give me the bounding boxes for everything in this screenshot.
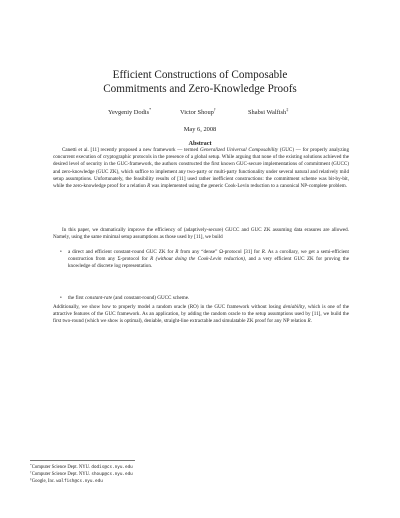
footnote-walfish: ‡Google, Inc. walfish@cs.nyu.edu — [30, 477, 103, 484]
footnote-dodis: *Computer Science Dept. NYU. dodis@cs.nyu.edu — [30, 463, 133, 470]
abstract-paragraph-1: Canetti et al. [11] recently proposed a new framework — termed Generalized Universal Composability (GUC) — for properly analyzing concurrent execution of cryptographic protocols in the presence of a global setup. While arguing that none of the existing solutions achieved the desired level of security in the GUC-framework, the authors constructed the first known GUC-secure implementations of commitment (GUCC) and zero-knowledge (GUC ZK), which suffice to implement any two-party or multi-party functionality under several natural and relatively mild setup assumptions. Unfortunately, the feasibility results of [11] used rather inefficient constructions: the commitment scheme was bit-by-bit, while the zero-knowledge proof for a relation R was implemented using the generic Cook-Levin reduction to a canonical NP-complete problem. — [53, 147, 350, 190]
paper-title-line-2: Commitments and Zero-Knowledge Proofs — [103, 83, 297, 95]
author-walfish: Shabsi Walfish‡ — [248, 107, 289, 116]
footnote-shoup: †Computer Science Dept. NYU. shoup@cs.nyu.edu — [30, 470, 133, 477]
contribution-bullet-1: • a direct and efficient constant-round GUC ZK for R from any “dense” Ω-protocol [31] for R. As a corollary, we get a semi-efficient construction from any Σ-protocol for R (without doing the Cook-Levin reduction), and a very efficient GUC ZK for proving the knowledge of discrete log representation. — [60, 249, 349, 270]
contribution-bullet-2: • the first constant-rate (and constant-round) GUCC scheme. — [60, 295, 190, 301]
author-dodis: Yevgeniy Dodis* — [108, 107, 152, 116]
paper-title-line-1: Efficient Constructions of Composable — [112, 69, 288, 81]
footnote-divider — [30, 460, 135, 461]
email-walfish: walfish@cs.nyu.edu — [56, 479, 103, 484]
email-shoup: shoup@cs.nyu.edu — [91, 472, 133, 477]
email-dodis: dodis@cs.nyu.edu — [91, 465, 133, 470]
abstract-paragraph-2: In this paper, we dramatically improve the efficiency of (adaptively-secure) GUCC and GUC ZK assuming data erasures are allowed. Namely, using the same minimal setup assumptions as those used by [11], we build — [53, 227, 349, 241]
paper-date: May 6, 2008 — [183, 126, 217, 133]
abstract-paragraph-3: Additionally, we show how to properly model a random oracle (RO) in the GUC framework without losing deniability, which is one of the attractive features of the GUC framework. As an application, by adding the random oracle to the setup assumptions used by [11], we build the first two-round (which we show is optimal), deniable, straight-line extractable and simulatable ZK proof for any NP relation R. — [53, 304, 350, 325]
author-shoup: Victor Shoup† — [180, 107, 216, 116]
author-list — [0, 107, 400, 117]
abstract-heading: Abstract — [188, 140, 212, 147]
